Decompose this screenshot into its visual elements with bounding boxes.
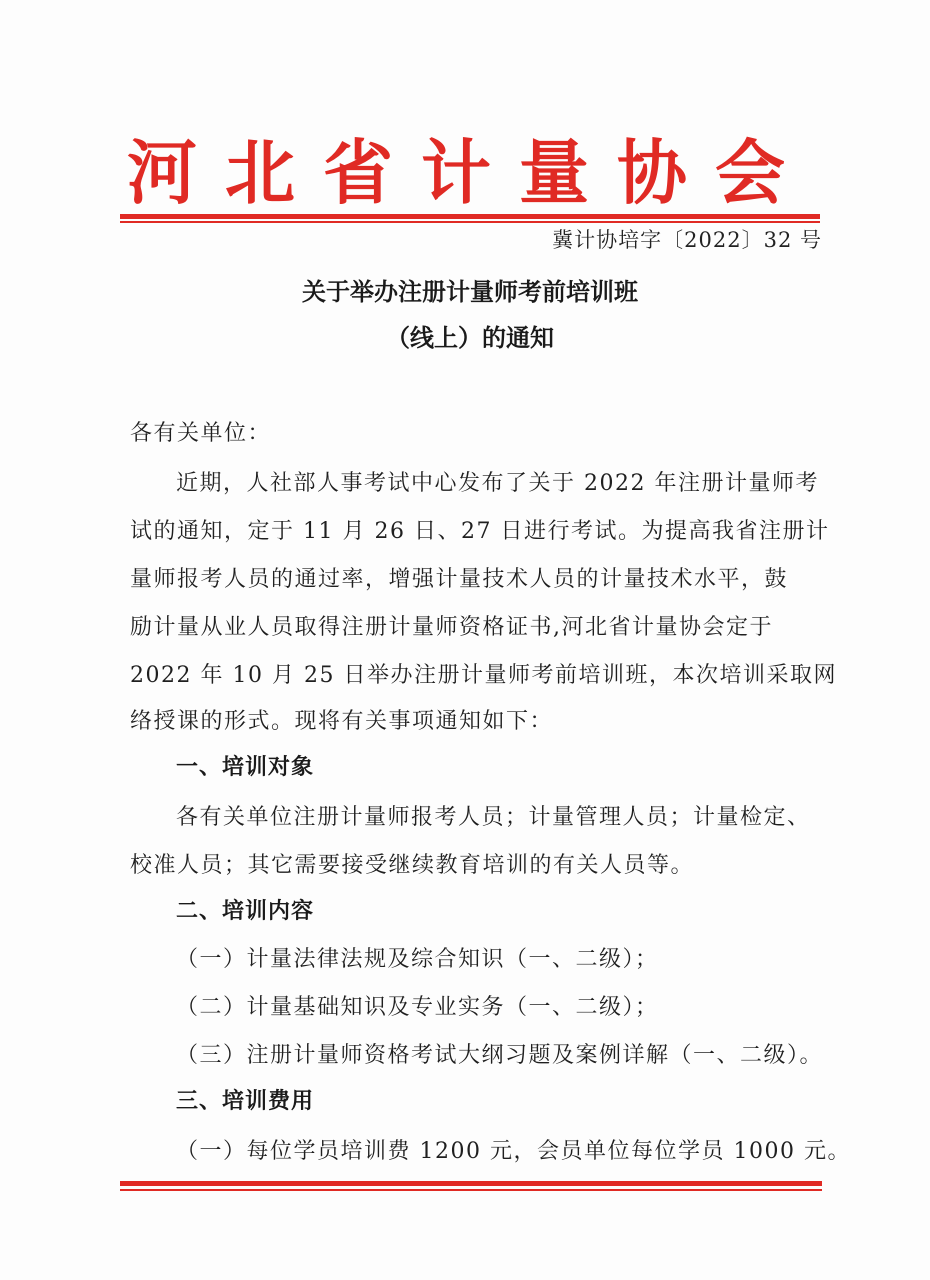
footer-rule-thin — [120, 1189, 822, 1191]
section2-item: （三）注册计量师资格考试大纲习题及案例详解（一、二级）。 — [176, 1043, 824, 1068]
intro-line: 励计量从业人员取得注册计量师资格证书,河北省计量协会定于 — [130, 615, 773, 640]
notice-title-line-1: 关于举办注册计量师考前培训班 — [302, 278, 638, 306]
footer-rule-thick — [120, 1181, 822, 1186]
section-heading-training-target: 一、培训对象 — [176, 755, 315, 780]
intro-line: 2022 年 10 月 25 日举办注册计量师考前培训班，本次培训采取网 — [130, 663, 837, 688]
intro-line: 试的通知，定于 11 月 26 日、27 日进行考试。为提高我省注册计 — [130, 519, 830, 544]
intro-line: 络授课的形式。现将有关事项通知如下： — [130, 709, 554, 734]
document-number: 冀计协培字〔2022〕32 号 — [552, 228, 822, 252]
masthead-rule-thick — [120, 214, 820, 219]
organization-masthead: 河北省计量协会 — [127, 131, 813, 214]
section2-item: （一）计量法律法规及综合知识（一、二级）； — [176, 947, 659, 972]
section1-line: 各有关单位注册计量师报考人员；计量管理人员；计量检定、 — [176, 805, 811, 830]
section-heading-training-fee: 三、培训费用 — [176, 1089, 315, 1114]
intro-line: 近期，人社部人事考试中心发布了关于 2022 年注册计量师考 — [176, 471, 819, 496]
masthead-rule-thin — [120, 221, 820, 223]
notice-title-line-2: （线上）的通知 — [386, 324, 554, 352]
intro-line: 量师报考人员的通过率，增强计量技术人员的计量技术水平，鼓 — [130, 567, 789, 592]
section3-item: （一）每位学员培训费 1200 元，会员单位每位学员 1000 元。 — [176, 1139, 851, 1164]
section-heading-training-content: 二、培训内容 — [176, 899, 315, 924]
section1-line: 校准人员；其它需要接受继续教育培训的有关人员等。 — [130, 853, 695, 878]
section2-item: （二）计量基础知识及专业实务（一、二级）； — [176, 995, 659, 1020]
salutation: 各有关单位： — [130, 421, 272, 446]
